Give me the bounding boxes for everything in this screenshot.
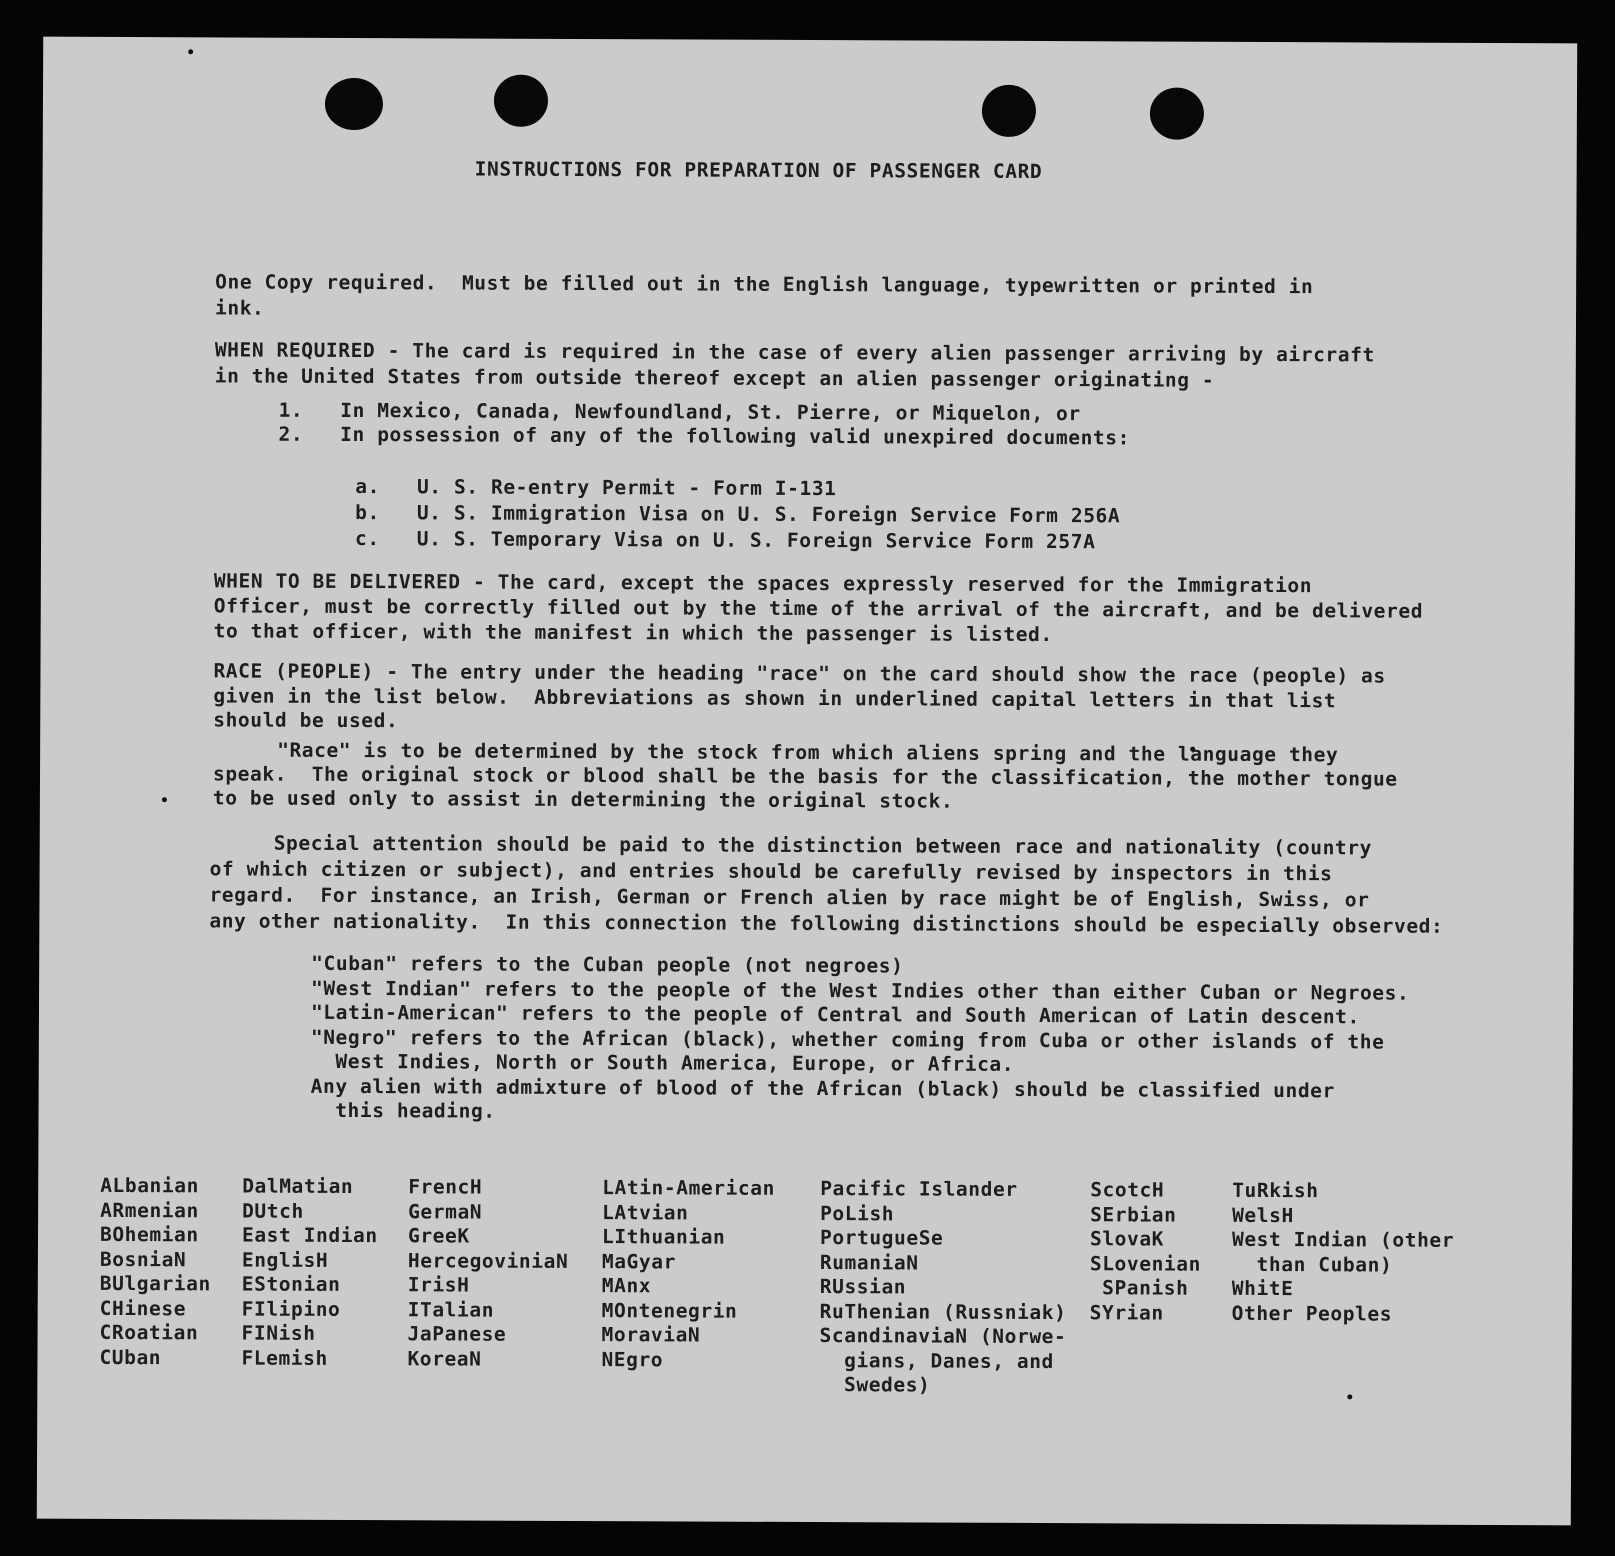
speck (188, 49, 193, 54)
race-list-column: DalMatian DUtch East Indian EnglisH EStonian FIlipino FINish FLemish (241, 1174, 378, 1370)
speck (162, 797, 167, 802)
race-list-column: TuRkish WelsH West Indian (other than Cuban) WhitE Other Peoples (1231, 1178, 1455, 1326)
race-list-column: FrencH GermaN GreeK HercegoviniaN IrisH ITalian JaPanese KoreaN (407, 1175, 569, 1371)
when-required-paragraph: WHEN REQUIRED - The card is required in the case of every alien passenger arriving by aircraft in the United States from outside thereof except an alien passenger originating - (214, 338, 1375, 392)
race-list-column: Pacific Islander PoLish PortugueSe RumaniaN RUssian RuThenian (Russniak) ScandinaviaN (Norwe- gians, Danes, and Swedes) (819, 1177, 1067, 1397)
punch-hole (325, 78, 383, 130)
numbered-list: 1. In Mexico, Canada, Newfoundland, St. Pierre, or Miquelon, or 2. In possession of any of the following valid unexpired documents: (278, 398, 1131, 450)
distinctions-list: "Cuban" refers to the Cuban people (not negroes) "West Indian" refers to the people of the West Indies other than either Cuban or Negroes. "Latin-American" refers to the people of Central and South American of Latin descent. "Negro" refers to the African (black), whether coming from Cuba or other islands of the West Indies, North or South America, Europe, or Africa. Any alien with admixture of blood of the African (black) should be classified under this heading. (310, 951, 1410, 1123)
speck (1347, 1394, 1352, 1399)
punch-hole (494, 75, 548, 127)
documents-list: a. U. S. Re-entry Permit - Form I-131 b. U. S. Immigration Visa on U. S. Foreign Service Form 256A c. U. S. Temporary Visa on U. S. Foreign Service Form 257A (355, 475, 1121, 554)
punch-hole (1150, 87, 1204, 139)
race-paragraph: RACE (PEOPLE) - The entry under the heading "race" on the card should show the race (people) as given in the list below. Abbreviations as shown in underlined capital letters in that list should be used. (213, 659, 1386, 733)
special-attention-paragraph: Special attention should be paid to the distinction between race and nationality (country of which citizen or subject), and entries should be carefully revised by inspectors in this regard. For instance, an Irish, German or French alien by race might be of English, Swiss, or any other nationality. In this connection the following distinctions should be especially observed: (209, 831, 1444, 938)
intro-paragraph: One Copy required. Must be filled out in the English language, typewritten or printed in ink. (215, 270, 1314, 320)
race-list-column: LAtin-American LAtvian LIthuanian MaGyar MAnx MOntenegrin MoraviaN NEgro (601, 1176, 776, 1371)
when-delivered-paragraph: WHEN TO BE DELIVERED - The card, except the spaces expressly reserved for the Immigration Officer, must be correctly filled out by the time of the arrival of the aircraft, and be delivered to that officer, with the manifest in which the passenger is listed. (213, 569, 1424, 647)
race-list-column: ScotcH SErbian SlovaK SLovenian SPanish SYrian (1089, 1178, 1202, 1325)
punch-hole (982, 85, 1036, 137)
race-definition-paragraph: "Race" is to be determined by the stock from which aliens spring and the language they speak. The original stock or blood shall be the basis for the classification, the mother tongue to be used only to assist in determining the original stock. (212, 738, 1398, 813)
document-page (37, 37, 1577, 1526)
race-list-column: ALbanian ARmenian BOhemian BosniaN BUlgarian CHinese CRoatian CUban (99, 1173, 211, 1369)
page-title: INSTRUCTIONS FOR PREPARATION OF PASSENGER CARD (474, 157, 1043, 184)
